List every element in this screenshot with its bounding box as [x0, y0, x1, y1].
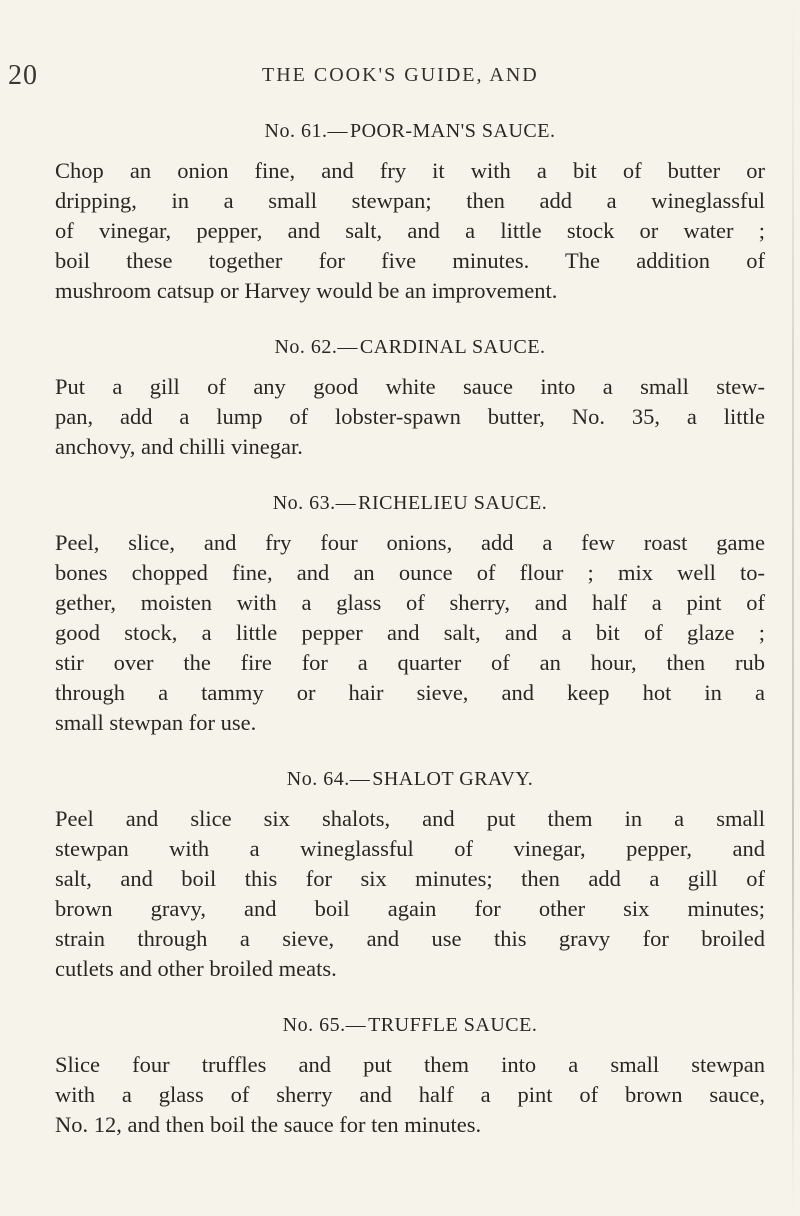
recipe-number: No. 64.—	[286, 768, 371, 790]
text-line: of vinegar, pepper, and salt, and a little stock or water ;	[55, 218, 765, 243]
recipe-text	[55, 1050, 765, 1140]
recipe-number: No. 61.—	[264, 120, 348, 142]
text-line: stewpan with a wineglassful of vinegar, pepper, and	[55, 836, 765, 861]
page-number: 20	[8, 60, 38, 91]
recipe-title: RICHELIEU SAUCE.	[358, 492, 548, 514]
running-head	[0, 60, 800, 90]
text-line: brown gravy, and boil again for other six minutes;	[55, 896, 765, 921]
running-title: THE COOK'S GUIDE, AND	[262, 64, 539, 86]
recipe-number: No. 65.—	[282, 1014, 367, 1036]
recipe-heading	[55, 1010, 765, 1040]
text-line: good stock, a little pepper and salt, and a bit of glaze ;	[55, 620, 765, 645]
text-line: strain through a sieve, and use this gravy for broiled	[55, 926, 765, 951]
text-line: mushroom catsup or Harvey would be an improvement.	[55, 278, 558, 303]
text-line: No. 12, and then boil the sauce for ten minutes.	[55, 1112, 482, 1137]
recipe-heading	[55, 488, 765, 518]
recipe-text	[55, 372, 765, 462]
text-line: small stewpan for use.	[55, 710, 257, 735]
recipe-list	[55, 116, 765, 1166]
text-line: salt, and boil this for six minutes; then add a gill of	[55, 866, 765, 891]
text-line: through a tammy or hair sieve, and keep hot in a	[55, 680, 765, 705]
text-line: gether, moisten with a glass of sherry, and half a pint of	[55, 590, 765, 615]
text-line: cutlets and other broiled meats.	[55, 956, 337, 981]
recipe-block	[55, 488, 765, 738]
text-line: Peel, slice, and fry four onions, add a few roast game	[55, 530, 765, 555]
text-line: Put a gill of any good white sauce into a small stew-	[55, 374, 765, 399]
recipe-title: POOR-MAN'S SAUCE.	[349, 120, 556, 142]
recipe-heading	[55, 764, 765, 794]
page-edge-shadow	[792, 0, 794, 1216]
recipe-text	[55, 804, 765, 984]
text-line: with a glass of sherry and half a pint of brown sauce,	[55, 1082, 765, 1107]
text-line: Chop an onion fine, and fry it with a bit of butter or	[55, 158, 765, 183]
text-line: Peel and slice six shalots, and put them in a small	[55, 806, 765, 831]
recipe-title: SHALOT GRAVY.	[372, 768, 534, 790]
recipe-number: No. 63.—	[272, 492, 357, 514]
recipe-heading	[55, 116, 765, 146]
recipe-block	[55, 764, 765, 984]
text-line: anchovy, and chilli vinegar.	[55, 434, 303, 459]
recipe-title: CARDINAL SAUCE.	[359, 336, 546, 358]
recipe-block	[55, 332, 765, 462]
text-line: stir over the fire for a quarter of an hour, then rub	[55, 650, 765, 675]
text-line: pan, add a lump of lobster-spawn butter, No. 35, a little	[55, 404, 765, 429]
recipe-block	[55, 116, 765, 306]
recipe-block	[55, 1010, 765, 1140]
text-line: Slice four truffles and put them into a small stewpan	[55, 1052, 765, 1077]
text-line: boil these together for five minutes. The addition of	[55, 248, 765, 273]
recipe-heading	[55, 332, 765, 362]
text-line: dripping, in a small stewpan; then add a wineglassful	[55, 188, 765, 213]
recipe-text	[55, 156, 765, 306]
text-line: bones chopped fine, and an ounce of flour ; mix well to-	[55, 560, 765, 585]
recipe-title: TRUFFLE SAUCE.	[368, 1014, 538, 1036]
recipe-text	[55, 528, 765, 738]
recipe-number: No. 62.—	[274, 336, 358, 358]
